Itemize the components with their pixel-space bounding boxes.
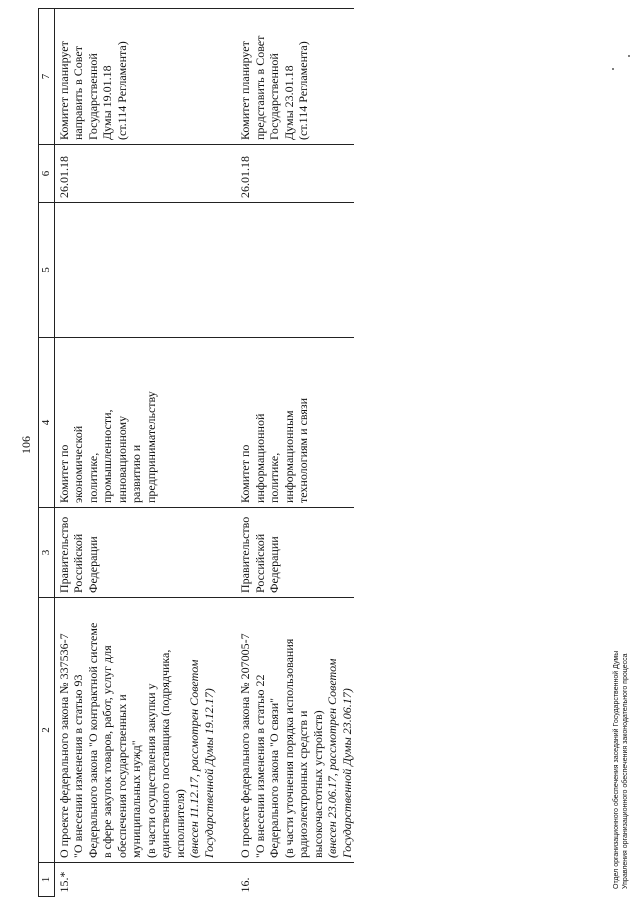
date-cell: 26.01.18 (54, 145, 216, 203)
bill-line: Федерального закона "О контрактной системе (85, 622, 100, 858)
bill-line: муниципальных нужд" (129, 740, 143, 858)
committee-line: инновационному (114, 415, 129, 503)
plan-line: направить в Совет (71, 46, 85, 140)
column-5-cell (236, 203, 354, 338)
initiator (54, 508, 216, 598)
bill-description (236, 598, 354, 863)
committee-line: информационной (252, 413, 267, 503)
footer-line: Отдел организационного обеспечения заседаний Государственной Думы (613, 650, 620, 889)
plan-line: представить в Совет (252, 35, 267, 140)
plan-line: Думы 19.01.18 (100, 65, 114, 140)
table-row (236, 9, 354, 897)
committee-line: технологиям и связи (296, 397, 310, 503)
column-5-cell (54, 203, 216, 338)
plan-line: Комитет планирует (238, 41, 252, 140)
bill-line: в сфере закупок товаров, работ, услуг для (100, 645, 114, 858)
plan-line: Комитет планирует (56, 41, 71, 140)
scan-speck (628, 55, 630, 57)
col-header-2: 2 (39, 598, 55, 863)
col-header-5: 5 (39, 203, 55, 338)
committee-plan-note (236, 9, 354, 145)
col-header-4: 4 (39, 338, 55, 508)
committee-line: политике, (85, 452, 100, 503)
bill-line: "О внесении изменения в статью 93 (71, 674, 85, 858)
committee-line: информационным (281, 410, 296, 503)
initiator (236, 508, 354, 598)
bill-line: обеспечения государственных и (114, 694, 129, 858)
bill-line: (в части уточнения порядка использования (281, 638, 296, 858)
col-header-6: 6 (39, 145, 55, 203)
committee-line: политике, (267, 452, 281, 503)
initiator-line: Федерации (85, 536, 100, 593)
plan-line: Государственной (267, 53, 281, 140)
committee-plan-note (54, 9, 216, 145)
date-cell: 26.01.18 (236, 145, 354, 203)
committee-line: развитию и (129, 444, 143, 503)
col-header-1: 1 (39, 863, 55, 897)
bill-description (54, 598, 216, 863)
committee-line: промышленности, (100, 409, 114, 503)
row-spacer (216, 9, 236, 897)
bill-submission-note: Государственной Думы 23.06.17) (339, 688, 354, 858)
responsible-committee (54, 338, 216, 508)
bill-line: О проекте федерального закона № 337536-7 (56, 633, 71, 858)
responsible-committee (236, 338, 354, 508)
bill-line: высокочастотных устройств) (310, 710, 325, 858)
bill-line: О проекте федерального закона № 207005-7 (238, 633, 252, 858)
bill-submission-note: Государственной Думы 19.12.17) (201, 688, 216, 858)
page-footer (612, 651, 630, 889)
scan-speck (612, 68, 614, 70)
row-number: 15.* (56, 871, 71, 893)
bill-line: исполнителя) (172, 789, 187, 858)
initiator-line: Российской (71, 533, 85, 593)
committee-line: предпринимательству (143, 391, 158, 503)
bill-line: радиоэлектронных средств и (296, 710, 310, 858)
row-number: 16. (238, 877, 252, 893)
plan-line: Думы 23.01.18 (281, 65, 296, 140)
plan-line: (ст.114 Регламента) (296, 41, 310, 140)
bill-line: Федерального закона "О связи" (267, 697, 281, 858)
bill-submission-note: (внесен 11.12.17, рассмотрен Советом (187, 659, 201, 858)
initiator-line: Правительство (56, 516, 71, 593)
bill-line: "О внесении изменения в статью 22 (252, 674, 267, 858)
committee-line: Комитет по (238, 444, 252, 503)
page-number: 106 (19, 436, 33, 454)
table-header-row (39, 9, 55, 897)
agenda-table (38, 8, 354, 897)
bill-submission-note: (внесен 23.06.17, рассмотрен Советом (325, 658, 339, 858)
plan-line: (ст.114 Регламента) (114, 41, 129, 140)
initiator-line: Федерации (267, 536, 281, 593)
committee-line: экономической (71, 425, 85, 503)
table-row (54, 9, 216, 897)
col-header-7: 7 (39, 9, 55, 145)
plan-line: Государственной (85, 53, 100, 140)
committee-line: Комитет по (56, 444, 71, 503)
bill-line: (в части осуществления закупки у (143, 683, 158, 858)
col-header-3: 3 (39, 508, 55, 598)
footer-line: Управления организационного обеспечения законодательного процесса (622, 653, 629, 889)
initiator-line: Российской (252, 533, 267, 593)
initiator-line: Правительство (238, 516, 252, 593)
bill-line: единственного поставщика (подрядчика, (158, 649, 172, 858)
